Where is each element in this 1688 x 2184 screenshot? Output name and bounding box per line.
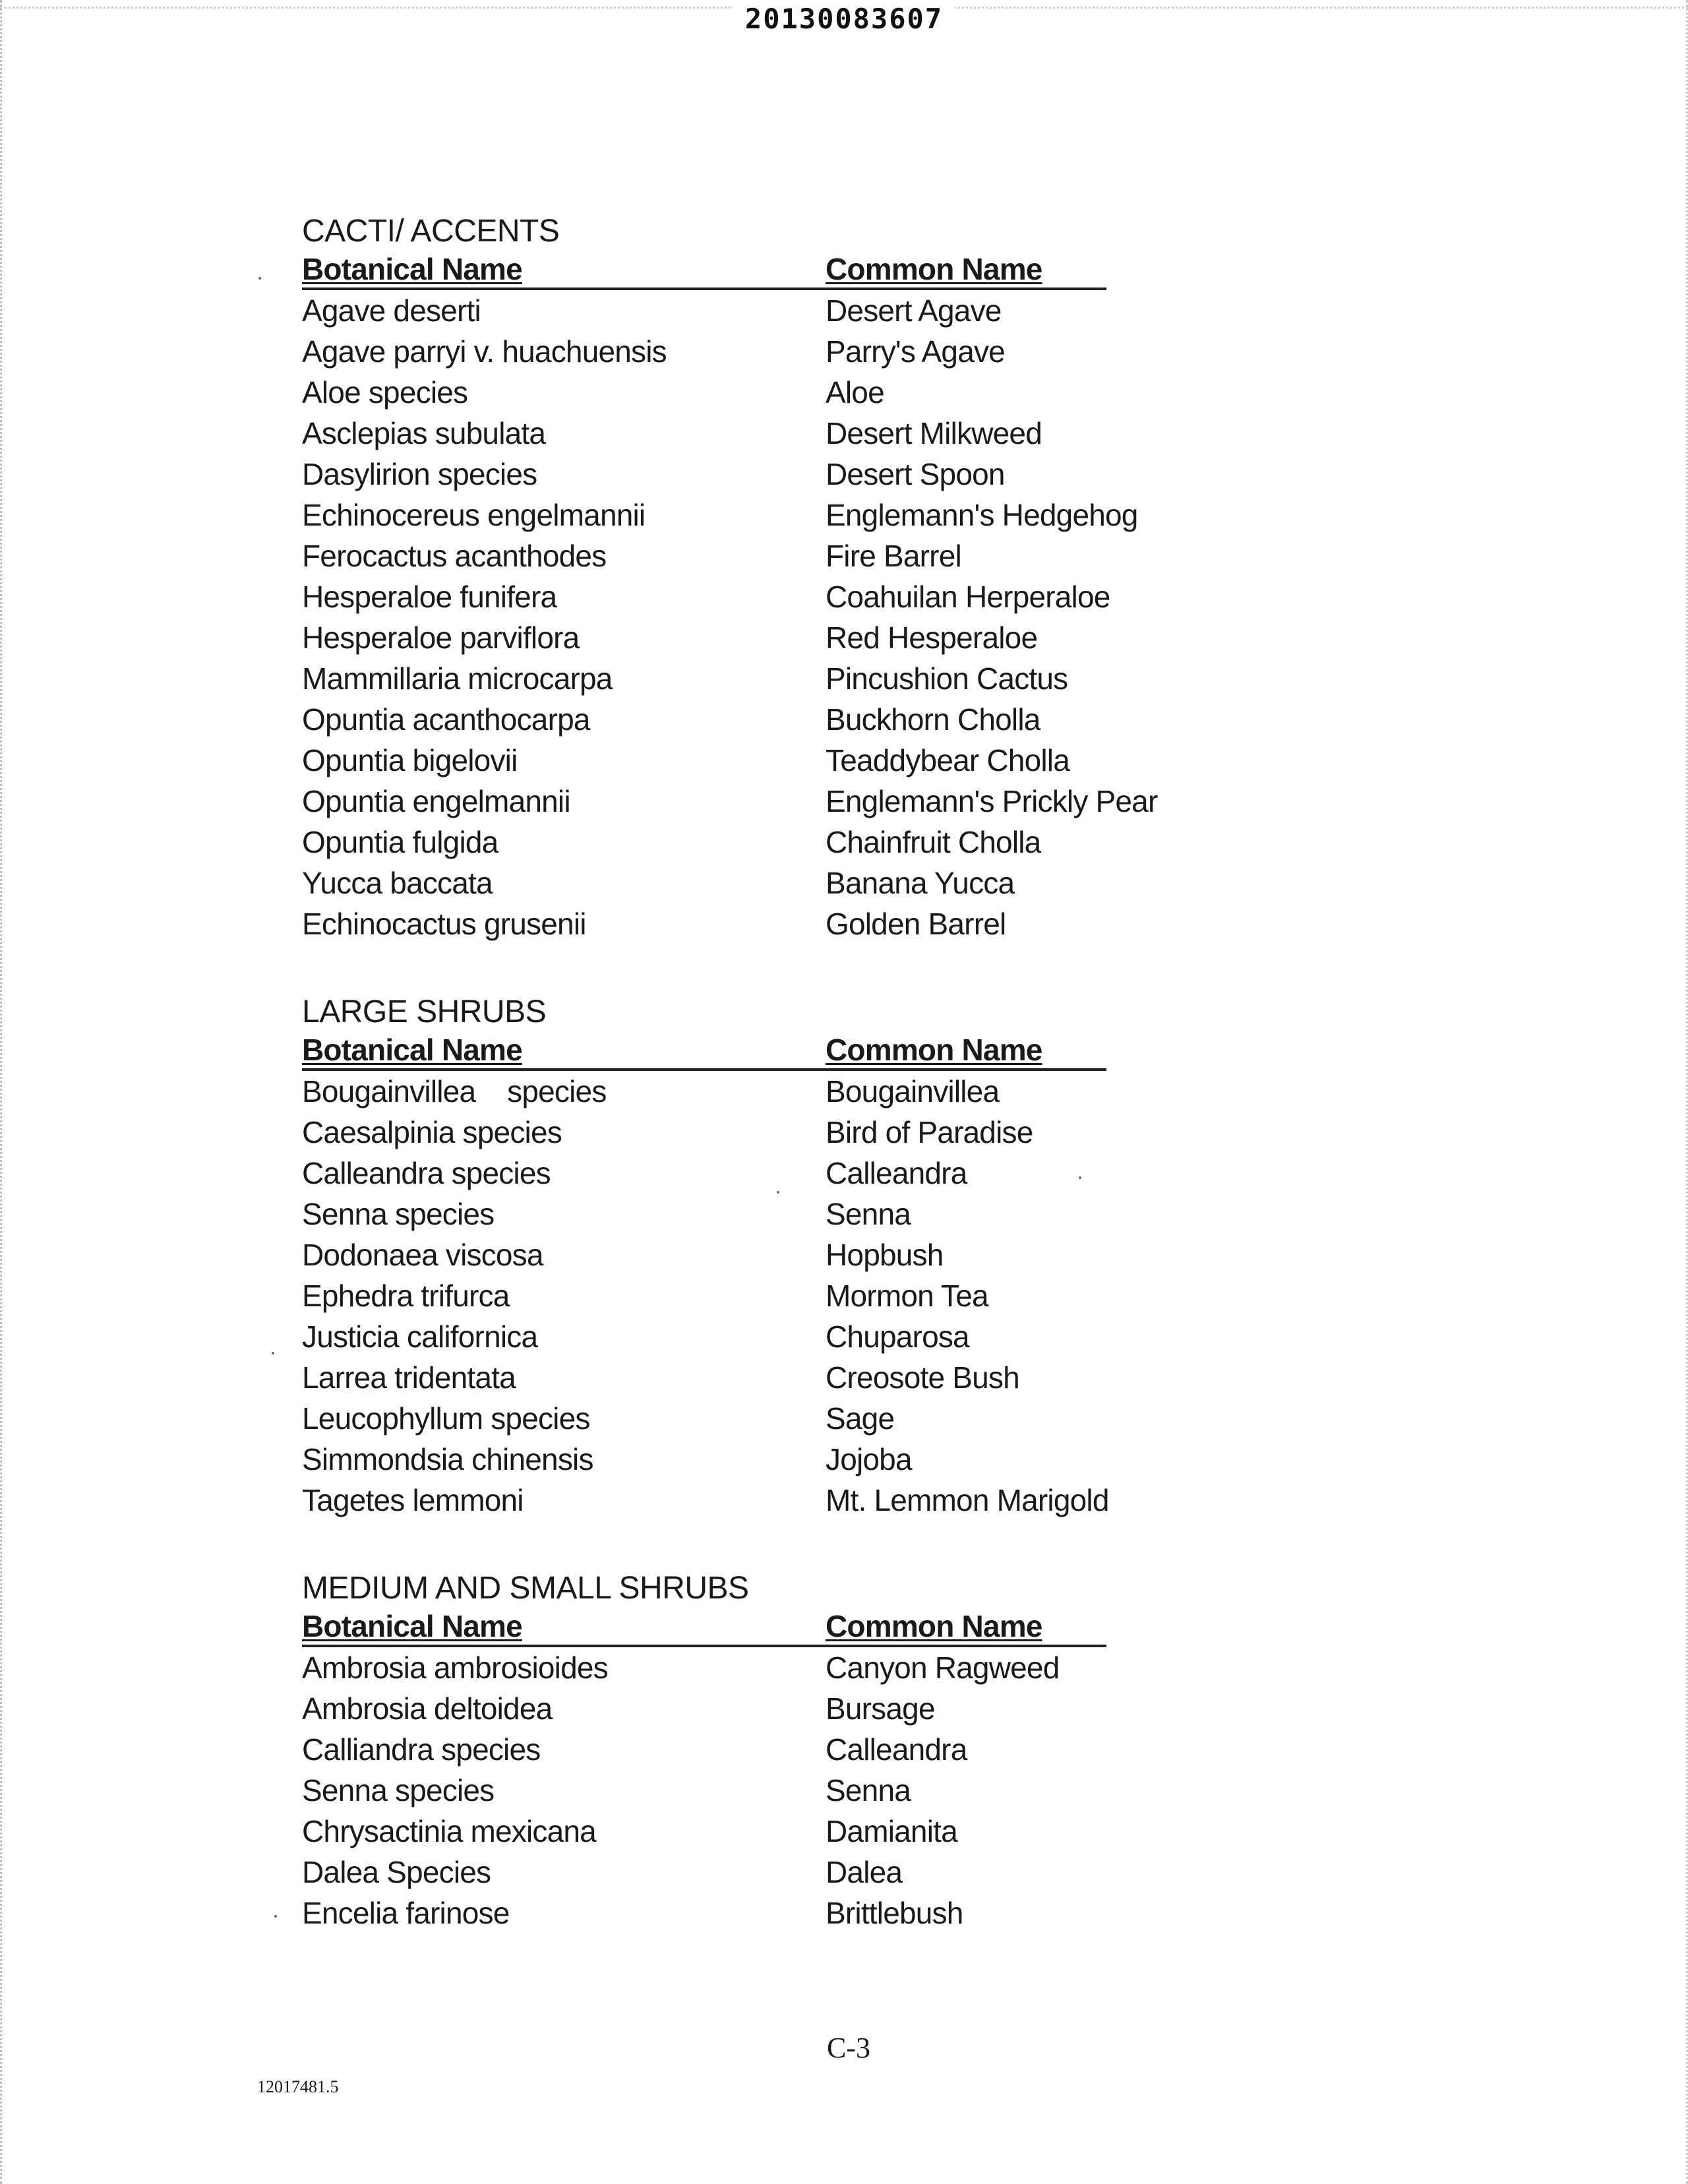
botanical-name: Ephedra trifurca <box>302 1279 510 1313</box>
botanical-name: Ferocactus acanthodes <box>302 539 607 573</box>
plant-row <box>302 1316 1225 1357</box>
scan-speck <box>272 1352 274 1354</box>
plant-row <box>302 903 1225 944</box>
common-name: Mormon Tea <box>826 1279 988 1313</box>
plant-row <box>302 1811 1225 1852</box>
file-id: 12017481.5 <box>257 2077 339 2096</box>
plant-row <box>302 1480 1225 1521</box>
plant-row <box>302 1234 1225 1275</box>
botanical-name: Opuntia engelmannii <box>302 784 570 818</box>
plant-section <box>302 993 1225 1521</box>
common-name: Desert Agave <box>826 293 1002 328</box>
plant-row <box>302 413 1225 454</box>
section-title: LARGE SHRUBS <box>302 994 547 1029</box>
botanical-name: Calleandra species <box>302 1156 551 1190</box>
common-name: Bougainvillea <box>826 1074 1000 1108</box>
plant-row <box>302 576 1225 617</box>
botanical-name: Ambrosia ambrosioides <box>302 1651 608 1685</box>
scan-speck <box>258 277 261 280</box>
botanical-name: Opuntia bigelovii <box>302 743 518 777</box>
column-header-row <box>302 251 1106 290</box>
botanical-name: Echinocactus grusenii <box>302 907 586 941</box>
plant-row <box>302 1071 1225 1112</box>
common-name: Bursage <box>826 1691 935 1726</box>
plant-row <box>302 1357 1225 1398</box>
botanical-name-header: Botanical Name <box>302 1033 522 1067</box>
plant-row <box>302 740 1225 781</box>
common-name: Englemann's Prickly Pear <box>826 784 1158 818</box>
plant-row <box>302 1647 1225 1688</box>
document-number-text: 20130083607 <box>733 3 955 35</box>
botanical-name: Calliandra species <box>302 1732 541 1767</box>
plant-row <box>302 372 1225 413</box>
botanical-name: Agave deserti <box>302 293 481 328</box>
common-name: Fire Barrel <box>826 539 961 573</box>
common-name: Chainfruit Cholla <box>826 825 1041 859</box>
common-name: Teaddybear Cholla <box>826 743 1070 777</box>
plant-row <box>302 1275 1225 1316</box>
common-name: Damianita <box>826 1814 957 1848</box>
botanical-name: Bougainvillea species <box>302 1074 607 1108</box>
plant-row <box>302 781 1225 822</box>
botanical-name: Hesperaloe funifera <box>302 580 557 614</box>
common-name: Englemann's Hedgehog <box>826 498 1138 532</box>
botanical-name: Agave parryi v. huachuensis <box>302 334 667 369</box>
botanical-name: Asclepias subulata <box>302 416 546 450</box>
common-name-header: Common Name <box>826 1609 1042 1643</box>
common-name: Bird of Paradise <box>826 1115 1033 1149</box>
botanical-name: Dodonaea viscosa <box>302 1238 543 1272</box>
plant-section <box>302 1569 1225 1933</box>
common-name: Sage <box>826 1401 895 1436</box>
common-name-header: Common Name <box>826 252 1042 286</box>
common-name: Desert Spoon <box>826 457 1005 491</box>
plant-row <box>302 1398 1225 1439</box>
common-name-header: Common Name <box>826 1033 1042 1067</box>
botanical-name: Justicia californica <box>302 1320 538 1354</box>
common-name: Parry's Agave <box>826 334 1005 369</box>
plant-row <box>302 863 1225 903</box>
scan-speck <box>274 1915 277 1918</box>
botanical-name: Simmondsia chinensis <box>302 1442 593 1476</box>
botanical-name: Opuntia acanthocarpa <box>302 702 590 737</box>
botanical-name: Larrea tridentata <box>302 1360 516 1395</box>
scan-edge-right <box>1681 0 1688 2184</box>
common-name: Dalea <box>826 1855 903 1889</box>
botanical-name: Hesperaloe parviflora <box>302 621 580 655</box>
document-number <box>0 3 1688 35</box>
plant-row <box>302 1112 1225 1153</box>
plant-row <box>302 1852 1225 1893</box>
plant-row <box>302 495 1225 535</box>
common-name: Creosote Bush <box>826 1360 1019 1395</box>
section-title: MEDIUM AND SMALL SHRUBS <box>302 1571 749 1606</box>
botanical-name: Leucophyllum species <box>302 1401 590 1436</box>
common-name: Golden Barrel <box>826 907 1006 941</box>
plant-row <box>302 1688 1225 1729</box>
plant-row <box>302 1893 1225 1933</box>
plant-row <box>302 822 1225 863</box>
common-name: Calleandra <box>826 1732 967 1767</box>
plant-row <box>302 1770 1225 1811</box>
common-name: Canyon Ragweed <box>826 1651 1060 1685</box>
plant-row <box>302 1729 1225 1770</box>
plant-row <box>302 658 1225 699</box>
plant-row <box>302 290 1225 331</box>
botanical-name: Mammillaria microcarpa <box>302 661 613 696</box>
plant-row <box>302 699 1225 740</box>
section-title: CACTI/ ACCENTS <box>302 214 560 249</box>
scan-edge-left <box>0 0 7 2184</box>
botanical-name: Yucca baccata <box>302 866 493 900</box>
plant-row <box>302 1439 1225 1480</box>
common-name: Pincushion Cactus <box>826 661 1068 696</box>
botanical-name: Dalea Species <box>302 1855 491 1889</box>
plant-list <box>302 212 1225 1982</box>
botanical-name: Echinocereus engelmannii <box>302 498 646 532</box>
botanical-name: Encelia farinose <box>302 1896 510 1930</box>
plant-row <box>302 331 1225 372</box>
common-name: Mt. Lemmon Marigold <box>826 1483 1109 1517</box>
scan-speck <box>1079 1176 1081 1179</box>
botanical-name: Caesalpinia species <box>302 1115 562 1149</box>
plant-row <box>302 454 1225 495</box>
common-name: Banana Yucca <box>826 866 1015 900</box>
botanical-name-header: Botanical Name <box>302 252 522 286</box>
botanical-name-header: Botanical Name <box>302 1609 522 1643</box>
botanical-name: Chrysactinia mexicana <box>302 1814 596 1848</box>
common-name: Red Hesperaloe <box>826 621 1038 655</box>
plant-row <box>302 1194 1225 1234</box>
plant-section <box>302 212 1225 944</box>
common-name: Buckhorn Cholla <box>826 702 1040 737</box>
botanical-name: Dasylirion species <box>302 457 537 491</box>
botanical-name: Tagetes lemmoni <box>302 1483 524 1517</box>
common-name: Desert Milkweed <box>826 416 1042 450</box>
common-name: Aloe <box>826 375 884 410</box>
common-name: Hopbush <box>826 1238 944 1272</box>
column-header-row <box>302 1031 1106 1071</box>
common-name: Senna <box>826 1773 911 1807</box>
common-name: Brittlebush <box>826 1896 963 1930</box>
plant-row <box>302 535 1225 576</box>
botanical-name: Ambrosia deltoidea <box>302 1691 553 1726</box>
plant-row <box>302 617 1225 658</box>
column-header-row <box>302 1608 1106 1647</box>
botanical-name: Senna species <box>302 1197 495 1231</box>
botanical-name: Aloe species <box>302 375 468 410</box>
common-name: Senna <box>826 1197 911 1231</box>
common-name: Calleandra <box>826 1156 967 1190</box>
plant-row <box>302 1153 1225 1194</box>
botanical-name: Opuntia fulgida <box>302 825 498 859</box>
scan-speck <box>777 1191 779 1194</box>
page-label: C-3 <box>827 2032 870 2064</box>
common-name: Coahuilan Herperaloe <box>826 580 1110 614</box>
common-name: Chuparosa <box>826 1320 969 1354</box>
common-name: Jojoba <box>826 1442 912 1476</box>
botanical-name: Senna species <box>302 1773 495 1807</box>
